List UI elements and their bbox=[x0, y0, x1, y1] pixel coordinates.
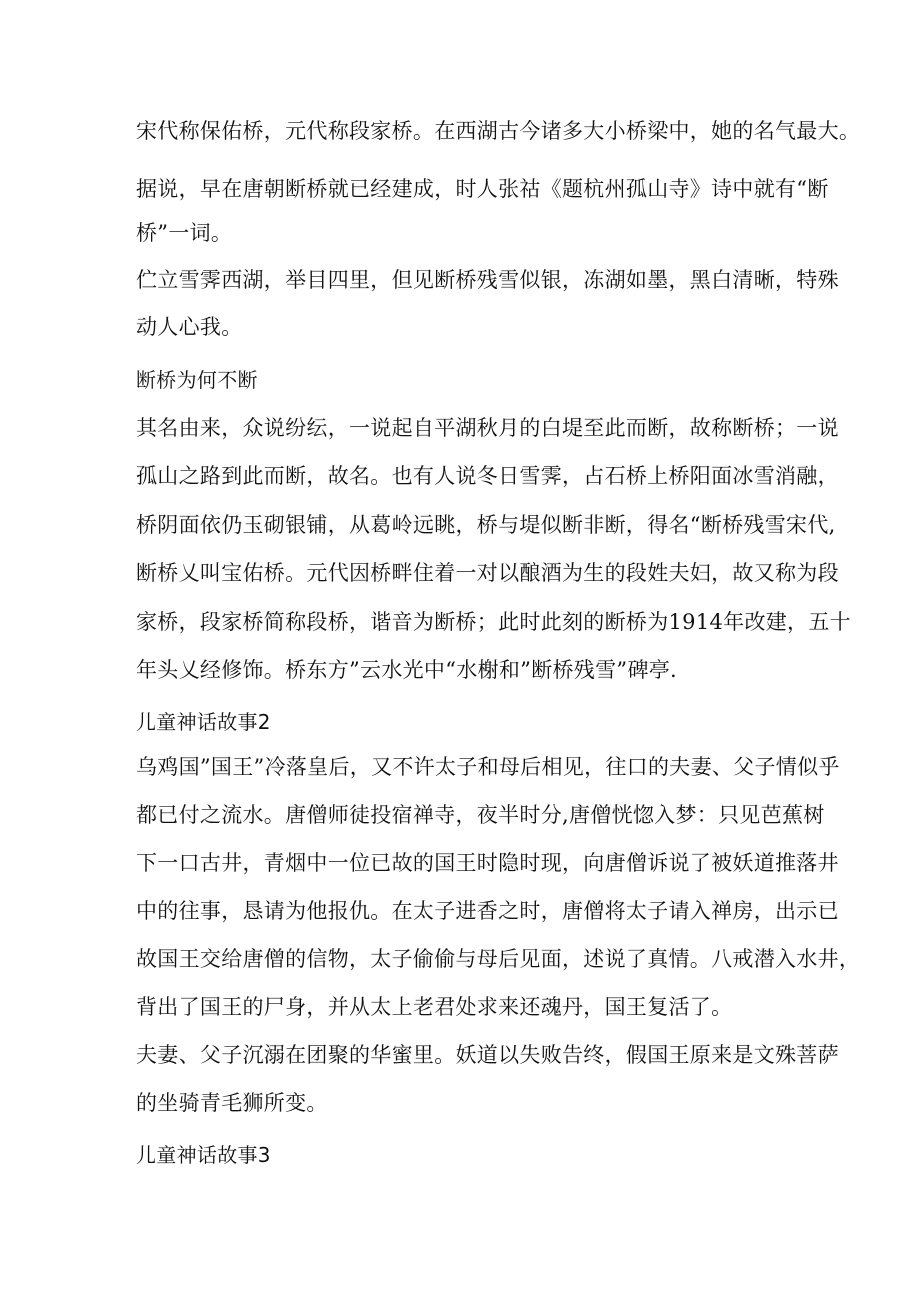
text-line: 动人心我。 bbox=[136, 315, 243, 339]
section-heading: 儿童神话故事2 bbox=[136, 710, 271, 734]
text-line: 家桥，段家桥简称段桥，谐音为断桥；此时此刻的断桥为1914年改建，五十 bbox=[136, 610, 851, 634]
section-heading: 儿童神话故事3 bbox=[136, 1143, 271, 1167]
text-line: 孤山之路到此而断，故名。也有人说冬日雪霁，占石桥上桥阳面冰雪消融， bbox=[136, 464, 839, 488]
text-line: 下一口古井，青烟中一位已故的国王时隐时现，向唐僧诉说了被妖道推落井 bbox=[136, 851, 839, 875]
text-line: 伫立雪霁西湖，举目四里，但见断桥残雪似银，冻湖如墨，黑白清晰，特殊 bbox=[136, 268, 839, 292]
text-line: 桥”一词。 bbox=[136, 221, 233, 245]
text-line: 故国王交给唐僧的信物，太子偷偷与母后见面，述说了真情。八戒潜入水井， bbox=[136, 947, 861, 971]
text-line: 的坐骑青毛狮所变。 bbox=[136, 1091, 328, 1115]
text-line: 断桥乂叫宝佑桥。元代因桥畔住着一对以酿酒为生的段姓夫妇，故又称为段 bbox=[136, 561, 839, 585]
text-line: 背出了国王的尸身，并从太上老君处求来还魂丹，国王复活了。 bbox=[136, 995, 733, 1019]
text-line: 都已付之流水。唐僧师徒投宿禅寺，夜半时分,唐僧恍惚入梦：只见芭蕉树 bbox=[136, 803, 825, 827]
text-line: 其名由来，众说纷纭，一说起自平湖秋月的白堤至此而断，故称断桥；一说 bbox=[136, 416, 839, 440]
text-line: 宋代称保佑桥，元代称段家桥。在西湖古今诸多大小桥梁中，她的名气最大。 bbox=[136, 119, 861, 143]
text-line: 年头乂经修饰。桥东方”云水光中“水榭和”断桥残雪”碑亭. bbox=[136, 658, 678, 682]
section-heading: 断桥为何不断 bbox=[136, 368, 258, 392]
text-line: 乌鸡国”国王”冷落皇后，又不许太子和母后相见，往口的夫妻、父子情似乎 bbox=[136, 755, 840, 779]
text-line: 桥阴面依仍玉砌银铺，从葛岭远眺，桥与堤似断非断，得名“断桥残雪宋代, bbox=[136, 513, 836, 537]
text-line: 据说，早在唐朝断桥就已经建成，时人张祜《题杭州孤山寺》诗中就有“断 bbox=[136, 177, 829, 201]
text-line: 中的往事，恳请为他报仇。在太子进香之时，唐僧将太子请入禅房，出示已 bbox=[136, 899, 839, 923]
text-line: 夫妻、父子沉溺在团聚的华蜜里。妖道以失败告终，假国王原来是文殊菩萨 bbox=[136, 1043, 839, 1067]
